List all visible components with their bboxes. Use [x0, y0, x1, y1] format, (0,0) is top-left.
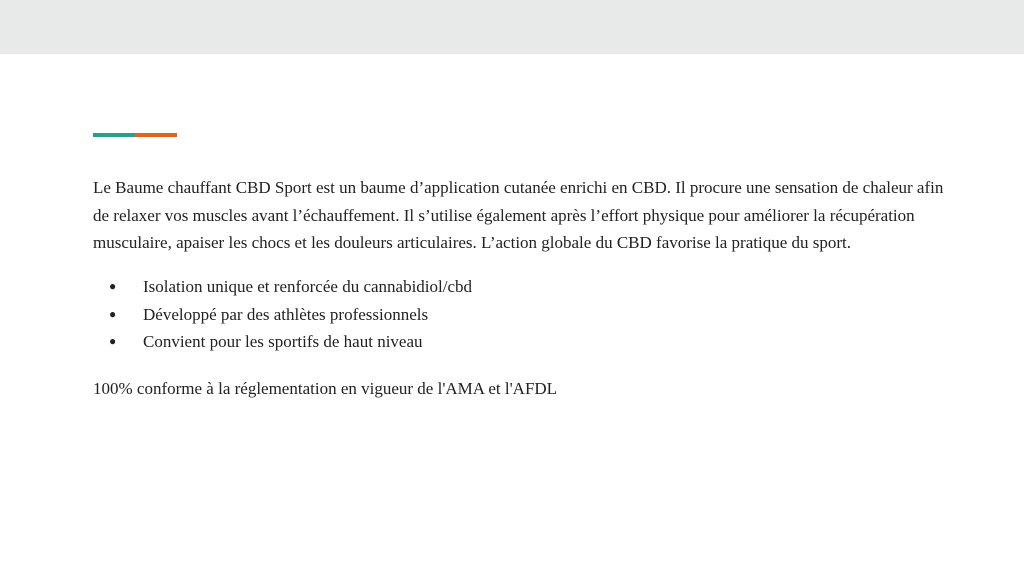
list-item-text: Développé par des athlètes professionnels [143, 304, 429, 324]
top-band [0, 0, 1024, 54]
compliance-statement: 100% conforme à la réglementation en vigueur de l'AMA et l'AFDL [93, 378, 558, 398]
accent-line [93, 133, 177, 137]
slide-content [93, 174, 953, 402]
list-item-text: Isolation unique et renforcée du cannabidiol/cbd [143, 277, 473, 297]
list-item [93, 328, 953, 356]
bullet-icon: ● [109, 334, 117, 349]
list-item-text: Convient pour les sportifs de haut niveau [143, 332, 423, 352]
feature-list [93, 273, 953, 356]
accent-line-teal [93, 133, 135, 137]
bullet-icon: ● [109, 279, 117, 294]
bullet-icon: ● [109, 306, 117, 321]
list-item [93, 301, 953, 329]
accent-line-orange [135, 133, 177, 137]
intro-paragraph: Le Baume chauffant CBD Sport est un baume d’application cutanée enrichi en CBD. Il procure une sensation de chaleur afin de relaxer vos muscles avant l’échauffement. Il s’utilise également après l’effort physique pour améliorer la récupération musculaire, apaiser les chocs et les douleurs articulaires. L’action globale du CBD favorise la pratique du sport. [93, 178, 944, 253]
list-item [93, 273, 953, 301]
